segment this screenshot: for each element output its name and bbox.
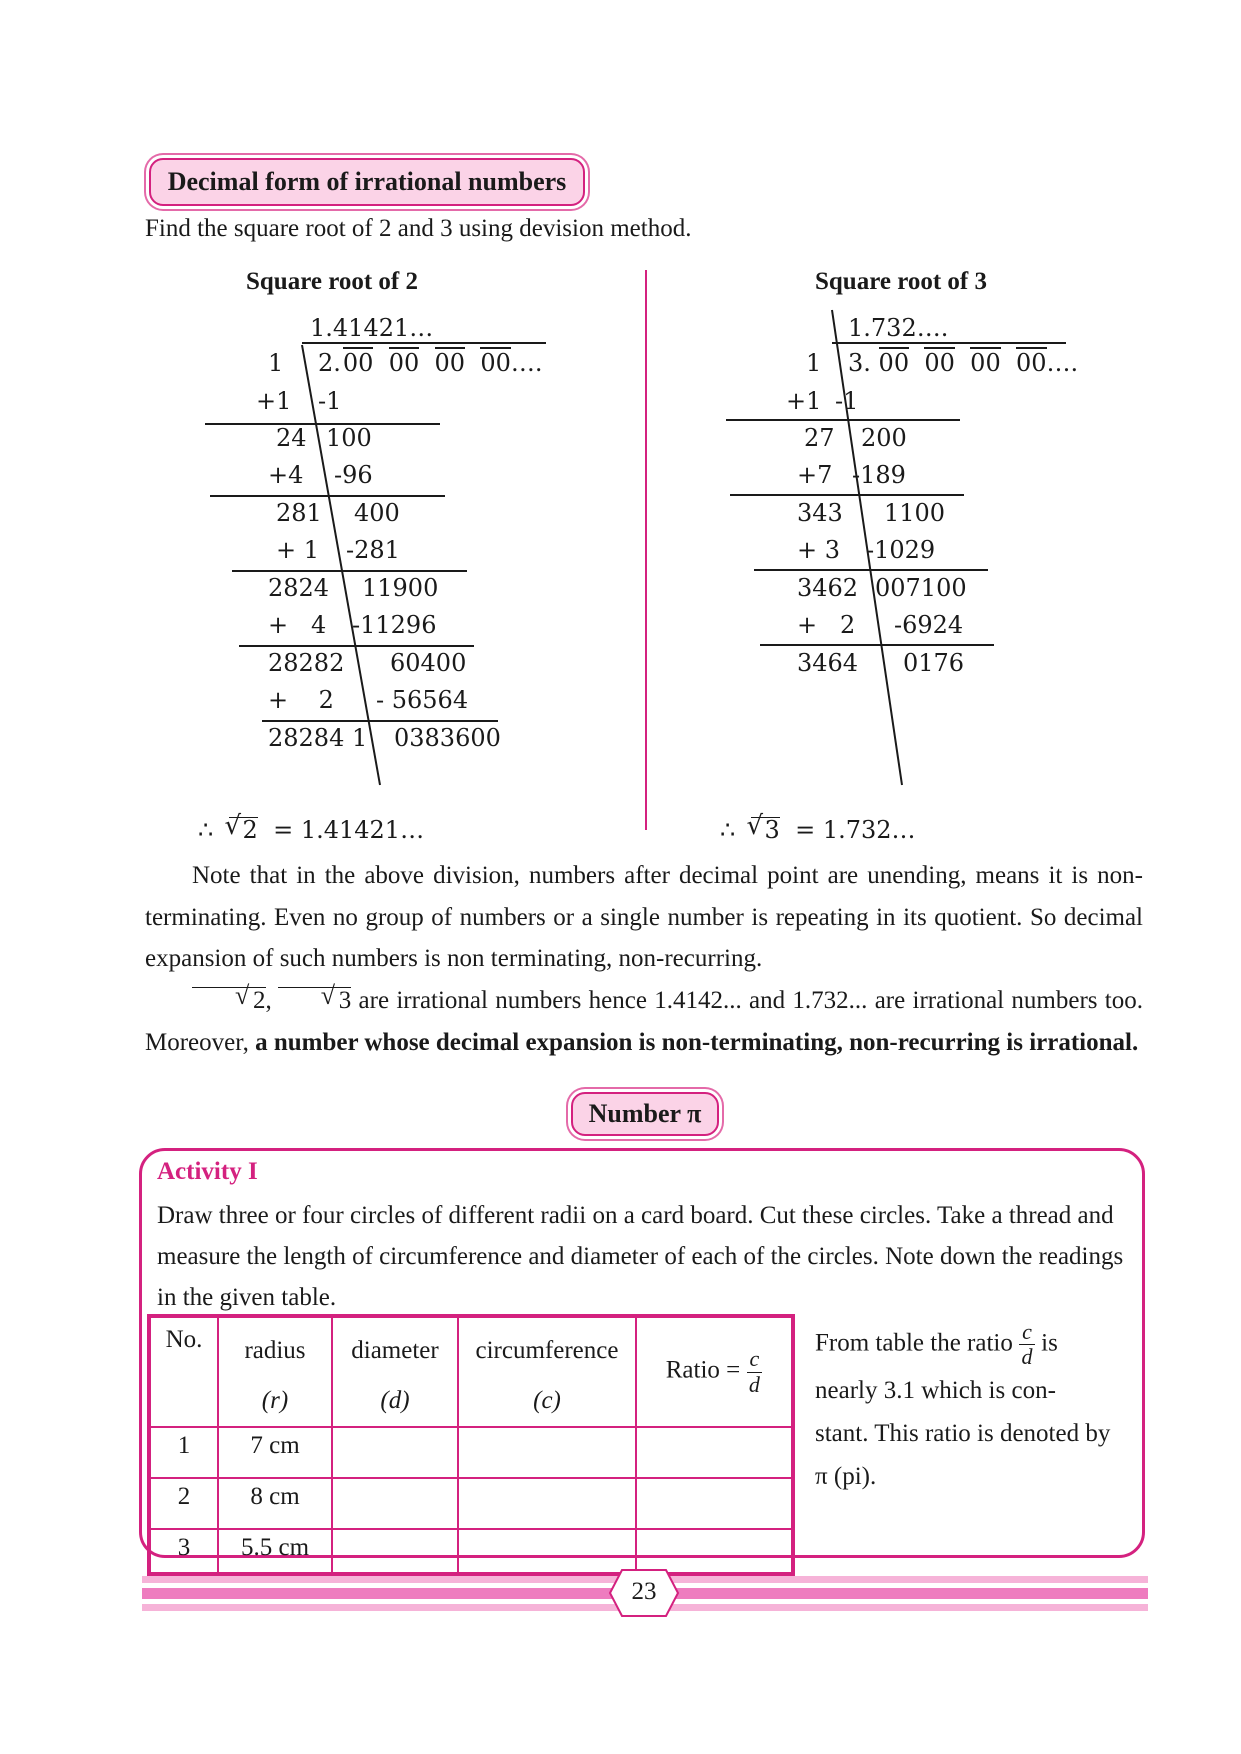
cell-circumference bbox=[458, 1478, 636, 1529]
right-group-1: 00 bbox=[878, 349, 910, 377]
comma: , bbox=[265, 987, 272, 1014]
right-rule bbox=[760, 644, 994, 646]
table-row bbox=[149, 1478, 793, 1529]
header-radius-text: radius bbox=[244, 1337, 306, 1364]
right-group-2: 00 bbox=[924, 349, 955, 377]
left-row-r: -11296 bbox=[352, 611, 437, 639]
header-radius-sym: (r) bbox=[261, 1387, 289, 1414]
left-group-4: 00 bbox=[480, 349, 511, 377]
left-dots: …. bbox=[510, 349, 543, 377]
irrational-bold-text: a number whose decimal expansion is non-terminating, non-recurring is irrational. bbox=[255, 1028, 1139, 1056]
right-heading: Square root of 3 bbox=[815, 268, 987, 295]
right-quotient-line bbox=[832, 342, 1066, 344]
left-row-l: + 2 bbox=[268, 686, 334, 714]
right-row-r: -1 bbox=[835, 387, 859, 415]
cell-no: 1 bbox=[149, 1427, 218, 1478]
right-row-l: + 2 bbox=[797, 611, 856, 639]
left-group-3: 00 bbox=[434, 349, 466, 377]
therefore-symbol: ∴ bbox=[720, 816, 736, 844]
cell-radius: 8 cm bbox=[218, 1478, 332, 1529]
cell-radius: 7 cm bbox=[218, 1427, 332, 1478]
left-row-l: 24 bbox=[276, 424, 307, 452]
side-numerator: c bbox=[1019, 1320, 1035, 1345]
left-row-l: + 1 bbox=[276, 536, 320, 564]
number-pi-title bbox=[571, 1092, 719, 1136]
activity-table bbox=[147, 1314, 795, 1576]
right-group-4: 00 bbox=[1015, 349, 1047, 377]
left-rule bbox=[239, 645, 474, 647]
cell-ratio bbox=[636, 1478, 793, 1529]
cell-ratio bbox=[636, 1427, 793, 1478]
right-row-l: 3462 bbox=[797, 574, 859, 602]
left-row-l: 1 bbox=[268, 349, 284, 377]
left-row-r: 100 bbox=[326, 424, 372, 452]
note-text: Note that in the above division, numbers after decimal point are unending, means it is non-terminating. Even no group of numbers or a single number is repeating in its quotient. So decimal expansion of such numbers is non terminating, non-recurring. bbox=[145, 862, 1143, 972]
right-row-r: -6924 bbox=[894, 611, 964, 639]
side-text-b: is nearly 3.1 which is con- stant. This ratio is denoted by π (pi). bbox=[815, 1329, 1111, 1491]
right-rule bbox=[726, 419, 960, 421]
left-row-r: - 56564 bbox=[376, 686, 469, 714]
therefore-symbol: ∴ bbox=[198, 816, 214, 844]
left-row-l: +4 bbox=[268, 461, 304, 489]
right-row-r: -1029 bbox=[866, 536, 936, 564]
right-quotient: 1.732…. bbox=[848, 314, 949, 342]
ratio-fraction bbox=[747, 1347, 763, 1396]
section-title-text: Decimal form of irrational numbers bbox=[167, 167, 567, 196]
ratio-explanation bbox=[815, 1320, 1115, 1498]
left-row-l: 2824 bbox=[268, 574, 330, 602]
left-conclusion bbox=[198, 816, 424, 844]
right-dots: …. bbox=[1046, 349, 1079, 377]
left-row-r: 11900 bbox=[362, 574, 439, 602]
cell-no: 2 bbox=[149, 1478, 218, 1529]
header-diameter-sym: (d) bbox=[380, 1387, 410, 1414]
left-heading: Square root of 2 bbox=[246, 268, 418, 295]
table-row bbox=[149, 1529, 793, 1574]
cell-no: 3 bbox=[149, 1529, 218, 1574]
header-circ-text: circumference bbox=[475, 1337, 619, 1364]
cell-diameter bbox=[332, 1478, 458, 1529]
right-conclusion bbox=[720, 816, 916, 844]
cell-radius: 5.5 cm bbox=[218, 1529, 332, 1574]
header-no-text: No. bbox=[165, 1326, 203, 1353]
left-quotient: 1.41421… bbox=[310, 314, 434, 342]
table-row bbox=[149, 1427, 793, 1478]
header-circumference bbox=[458, 1316, 636, 1427]
left-row-r: 60400 bbox=[390, 649, 467, 677]
left-rule bbox=[232, 570, 467, 572]
left-row-r: -281 bbox=[346, 536, 400, 564]
left-row-l: 28282 bbox=[268, 649, 345, 677]
header-diameter bbox=[332, 1316, 458, 1427]
sqrt-three-inline: √ 3 bbox=[278, 987, 352, 1013]
irrational-paragraph bbox=[145, 980, 1143, 1063]
irrational-text: are irrational numbers hence 1.4142... and 1.732... are irrational numbers too. Moreover, bbox=[145, 987, 1143, 1056]
right-row-r: 0176 bbox=[903, 649, 965, 677]
cell-diameter bbox=[332, 1427, 458, 1478]
header-ratio bbox=[636, 1316, 793, 1427]
number-pi-text: Number π bbox=[588, 1099, 702, 1128]
right-dividend bbox=[848, 349, 1078, 377]
left-row-l: 281 bbox=[276, 499, 322, 527]
left-rule bbox=[262, 720, 498, 722]
side-text-a: From table the ratio bbox=[815, 1329, 1013, 1357]
intro-text: Find the square root of 2 and 3 using devision method. bbox=[145, 215, 692, 242]
left-row-r: -96 bbox=[334, 461, 373, 489]
sqrt-two-inline: √ 2 bbox=[192, 987, 266, 1013]
right-row-l: 27 bbox=[804, 424, 835, 452]
page-number: 23 bbox=[631, 1578, 657, 1605]
header-no bbox=[149, 1316, 218, 1427]
left-rule bbox=[205, 423, 440, 425]
right-row-r: 1100 bbox=[884, 499, 946, 527]
cell-diameter bbox=[332, 1529, 458, 1574]
right-row-l: +1 bbox=[786, 387, 822, 415]
right-rule bbox=[730, 494, 964, 496]
header-diameter-text: diameter bbox=[351, 1337, 439, 1364]
side-denominator: d bbox=[1021, 1344, 1033, 1370]
ratio-denominator: d bbox=[748, 1371, 760, 1397]
left-row-l: + 4 bbox=[268, 611, 327, 639]
left-rule bbox=[210, 495, 445, 497]
left-group-1: 00 bbox=[342, 349, 374, 377]
left-row-l: +1 bbox=[256, 387, 292, 415]
right-dividend-int: 3. bbox=[848, 349, 871, 377]
right-row-r: 200 bbox=[861, 424, 907, 452]
right-row-l: +7 bbox=[797, 461, 833, 489]
side-fraction bbox=[1019, 1320, 1035, 1369]
cell-circumference bbox=[458, 1427, 636, 1478]
header-ratio-text: Ratio = bbox=[665, 1356, 741, 1384]
left-dividend-int: 2. bbox=[318, 349, 341, 377]
right-group-3: 00 bbox=[970, 349, 1001, 377]
activity-title: Activity I bbox=[157, 1158, 258, 1185]
left-conclusion-value: = 1.41421… bbox=[273, 816, 425, 844]
sqrt-two: √ 2 bbox=[229, 817, 258, 842]
right-conclusion-value: = 1.732… bbox=[795, 816, 916, 844]
right-row-l: 3464 bbox=[797, 649, 859, 677]
right-row-r: -189 bbox=[852, 461, 906, 489]
right-row-l: + 3 bbox=[797, 536, 841, 564]
right-rule bbox=[754, 569, 988, 571]
activity-text: Draw three or four circles of different radii on a card board. Cut these circles. Take a thread and measure the length of circumference and diameter of each of the circles. Note down the readings in the given table. bbox=[157, 1202, 1124, 1311]
left-row-r: 400 bbox=[354, 499, 400, 527]
right-row-r: 007100 bbox=[875, 574, 967, 602]
left-row-l: 28284 1 bbox=[268, 724, 368, 752]
header-circ-sym: (c) bbox=[533, 1387, 561, 1414]
left-row-r: 0383600 bbox=[394, 724, 501, 752]
left-row-r: -1 bbox=[318, 387, 342, 415]
sqrt-three: √ 3 bbox=[751, 817, 780, 842]
ratio-numerator: c bbox=[747, 1347, 763, 1372]
header-radius bbox=[218, 1316, 332, 1427]
right-row-l: 343 bbox=[797, 499, 843, 527]
note-paragraph bbox=[145, 855, 1143, 980]
right-row-l: 1 bbox=[806, 349, 822, 377]
left-group-2: 00 bbox=[388, 349, 420, 377]
